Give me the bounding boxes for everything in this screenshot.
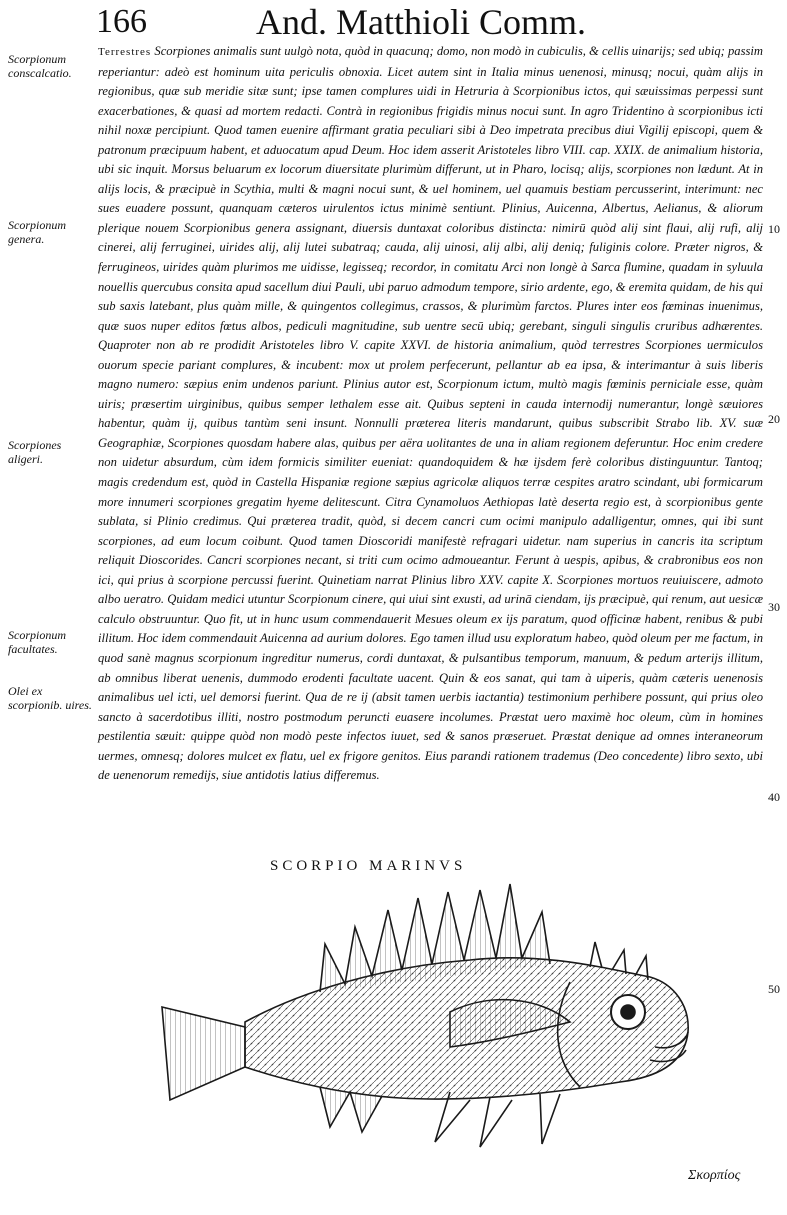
pelvic-fin (435, 1092, 560, 1147)
figure-caption: SCORPIO MARINVS (270, 858, 467, 874)
margin-note-facultates: Scorpionum facultates. (8, 628, 66, 656)
margin-note-conscalcatio: Scorpionum conscalcatio. (8, 52, 72, 80)
line-number: 40 (768, 790, 780, 804)
line-number: 10 (768, 222, 780, 236)
line-number: 30 (768, 600, 780, 614)
line-number: 50 (768, 982, 780, 996)
line-number: 20 (768, 412, 780, 426)
fish-drawing (162, 884, 688, 1147)
lead-word: Terrestres (98, 46, 152, 58)
greek-label: Σκορπίος (688, 1168, 741, 1183)
scorpionfish-woodcut (150, 872, 710, 1152)
margin-note-genera: Scorpionum genera. (8, 218, 66, 246)
tail-fin (162, 1007, 245, 1100)
main-text (98, 42, 763, 786)
running-head: And. Matthioli Comm. (256, 2, 587, 42)
page-number: 166 (96, 3, 147, 40)
margin-note-aligeri: Scorpiones aligeri. (8, 438, 62, 466)
page-header (96, 2, 666, 42)
margin-note-olei-uires: Olei ex scorpionib. uires. (8, 684, 92, 712)
main-text-body: Scorpiones animalis sunt uulgò nota, quòd in quacunq; domo, non modò in cubiculis, & cellis uinarijs; sed ubiq; passim reperiantur: adeò est hominum uita periculis obnoxia. Licet autem sint in Italia minus uenenosi, minusq; nocui, quàm alijs in regionibus, quæ sub meridie sitæ sunt; ipse tamen complures uidi in Hetruria à Scorpionibus ictos, qui sæuissimas perpessi sunt exacerbationes, & quasi ad mortem redacti. Contrà in regionibus frigidis minus nocui sunt. In agro Tridentino à scorpionibus icti nihil noxæ percipiunt. Quod tamen euenire affirmant gratia peculiari sibi à Deo impetrata precibus diui Vigilij episcopi, quem & patronum præcipuum habent, et aduocatum apud Deum. Hoc idem asserit Aristoteles libro VIII. cap. XXIX. de animalium historia, ubi sic inquit. Morsus beluarum ex locorum diuersitate plurimùm differunt, ut in Pharo, locisq; alijs, scorpiones non lædunt. At in alijs locis, & præcipuè in Scythia, multi & magni nocui sunt, & uel hominem, uel quamuis bestiam percusserint, interimunt: nec sues euadere possunt, quanquam cæteros uirulentos ictus minimè sentiunt. Plinius, Auicenna, Albertus, Aelianus, & aliorum plerique nouem Scorpionibus genera assignant, diuersis duntaxat coloribus distincta: nimirū quòd alij sint flaui, alij rufi, alij cinerei, alij ferruginei, uirides alij, alij lutei subatraq; cauda, alij uinosi, alij albi, alij deniq; fuliginis colore. Præter nigros, & ferrugineos, uirides quàm plurimos me uidisse, legisseq; recordor, in comitatu Arci non longè à Sarca flumine, quadam in syluula nouellis quercubus consita apud sacellum diui Pauli, ubi paruo admodum tempore, sirio ardente, ego, & eremita quidam, de his qui sub saxis latebant, plus quàm mille, & quingentos collegimus, crassos, & plurimùm farctos. Plures inter eos fœminas inuenimus, quæ suos nuper editos fœtus albos, pediculi magnitudine, sub uentre secū ubiq; gerebant, singuli singulis cruribus adhærentes. Quaproter non ab re prodidit Aristoteles libro V. capite XXVI. de historia animalium, quòd terrestres Scorpiones uermiculos ouorum specie pariant complures, & incubent: mox ut prolem perfecerunt, pellantur ab ea ipsa, & interimantur à suis liberis magno numero: sæpius enim undenos pariunt. Plinius autor est, Scorpionum ictum, multò magis fœminis perniciale esse, quàm uiris; præsertim uirginibus, quibus semper lethalem esse ait. Quibus septeni in cauda internodij numerantur, longè sæuiores habentur, quàm ij, quibus tantùm seni insunt. Nonnulli præterea literis mandarunt, quibus subscribit Strabo lib. XV. suæ Geographiæ, Scorpiones quosdam habere alas, quibus per aëra uolitantes de una in aliam regionem deferuntur. Hoc enim credere non uidetur absurdum, cùm idem formicis similiter eueniat: quandoquidem & hæ ijsdem ferè coloribus distinguuntur. Tantoq; magis credendum est, quòd in Castella Hispaniæ regione sæpius agricolæ aliquos terræ cespites aratro scindant, ubi formicarum more innumeri scorpiones gregatim hyeme delitescunt. Citra Cynamoluos Aethiopas latè deserta regio est, à scorpionibus gente sublata, si Plinio credimus. Qui præterea tradit, quòd, si decem cancri cum ocimi manipulo adalligentur, omnes, qui ibi sunt scorpiones, ad eum locum coibunt. Quod tamen Dioscoridi manifestè refragari uidetur. nam superius in cancris ita scriptum reliquit Dioscorides. Cancri scorpiones necant, si triti cum ocimo admoueantur. Ferunt à uespis, apibus, & crabronibus eos non ici, qui prius à scorpione percussi fuerint. Quinetiam narrat Plinius libro XXV. capite X. Scorpiones mortuos reuiuiscere, admoto albo ueratro. Quidam medici utuntur Scorpionum cinere, qui uiui sint exusti, ad urinā ciendam, ijs præcipuè, qui renum, aut uesicæ calculo obstruuntur. Quo fit, ut in hunc usum commendauerit Mesues oleum ex ijs paratum, quod officinæ habent, renibus & pubi illitum. Hoc idem commendauit Auicenna ad aurium dolores. Ego tamen illud usu exploratum habeo, quòd oleum per me factum, in quod sanè magnus scorpionum ingreditur numerus, cordi duntaxat, & pulsantibus temporum, manuum, & pedum arterijs illitum, ab omnibus liberat uenenis, dummodo erodenti facultate uacent. Quin & eos sanat, qui tam à uiperis, quàm cæteris uenenosis animalibus uel icti, uel demorsi fuerint. Qua de re ij (absit tamen uerbis iactantia) testimonium perhibere possunt, qui prius oleo sancto à sacerdotibus illiti, nostro postmodum peruncti euasere incolumes. Præstat uero maximè hoc oleum, cùm in homines pestilentia sæuit: quippe quòd non modò peste infectos iuuet, sed & sanos præseruet. Præstat denique ad omnes interaneorum uermes, omnesq; dolores mulcet ex flatu, uel ex frigore genitos. Eius parandi rationem trademus (Deo concedente) libro sexto, ubi de uenenorum remedijs, siue antidotis latius differemus. (98, 44, 763, 783)
